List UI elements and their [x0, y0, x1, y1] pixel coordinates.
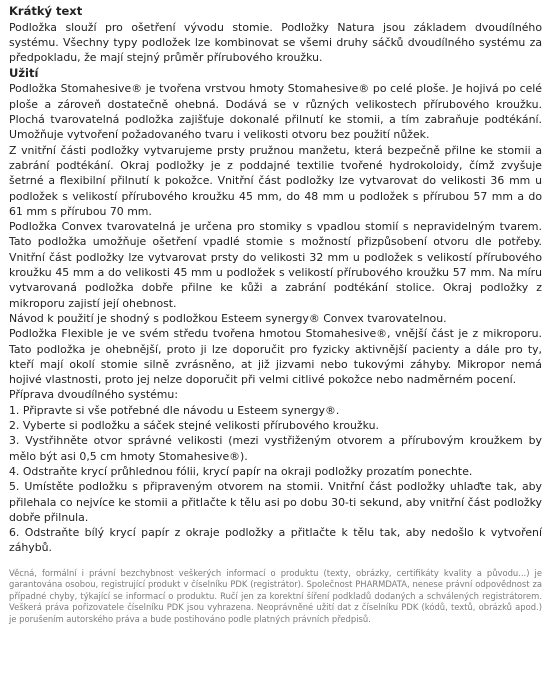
usage-heading: Užití	[9, 65, 39, 80]
preparation-heading: Příprava dvoudílného systému:	[9, 388, 178, 402]
short-text-paragraph: Podložka slouží pro ošetření vývodu stomie. Podložky Natura jsou základem dvoudílného systému. Všechny typy podložek lze kombinovat se všemi druhy sáčků dvoudílného systému za předpokladu, že mají stejný průměr přírubového kroužku.	[9, 20, 542, 65]
preparation-step-1: 1. Připravte si vše potřebné dle návodu u Esteem synergy®.	[9, 403, 340, 417]
usage-paragraph-instructions-ref: Návod k použití je shodný s podložkou Esteem synergy® Convex tvarovatelnou.	[9, 311, 447, 325]
preparation-step-3: 3. Vystřihněte otvor správné velikosti (mezi vystřiženým otvorem a přírubovým kroužkem by mělo být asi 0,5 cm hmoty Stomahesive®).	[9, 434, 542, 463]
preparation-step-6: 6. Odstraňte bílý krycí papír z okraje podložky a přitlačte k tělu tak, aby nedošlo k vytvoření záhybů.	[9, 526, 542, 555]
usage-paragraph-inner-part: Z vnitřní části podložky vytvarujeme prsty pružnou manžetu, která bezpečně přilne ke stomii a zabrání podtékání. Okraj podložky je z poddajné textilie tvořené hydrokoloidy, čímž zvyšuje šetrné a flexibilní přilnutí k pokožce. Vnitřní část podložky lze vytvarovat do velikosti 36 mm u podložek s velikostí přírubového kroužku 45 mm, do 48 mm u podložek s přírubou 57 mm a do 61 mm s přírubou 70 mm.	[9, 143, 542, 218]
usage-paragraph-stomahesive: Podložka Stomahesive® je tvořena vrstvou hmoty Stomahesive® po celé ploše. Je hojivá po celé ploše a zároveň dostatečně ohebná. Dodává se v různých velikostech přírubového kroužku. Plochá tvarovatelná podložka zajišťuje dokonalé přilnutí ke stomii, a tím zabraňuje podtékání. Umožňuje vytvoření požadovaného tvaru i velikosti otvoru bez použití nůžek.	[9, 82, 542, 142]
product-description	[9, 4, 542, 556]
preparation-step-5: 5. Umístěte podložku s připraveným otvorem na stomii. Vnitřní část podložky uhlaďte tak, aby přilehala co nejvíce ke stomii a přitlačte k tělu asi po dobu 30-ti sekund, aby vnitřní část podložky dobře přilnula.	[9, 480, 542, 524]
usage-paragraph-convex: Podložka Convex tvarovatelná je určena pro stomiky s vpadlou stomií s nepravidelným tvarem. Tato podložka umožňuje ošetření vpadlé stomie s možností přizpůsobení otvoru dle potřeby. Vnitřní část podložky lze vytvarovat prsty do velikosti 32 mm u podložek s velikostí přírubového kroužku 45 mm a do velikosti 45 mm u podložek s velikostí přírubového kroužku 57 mm. Na míru vytvarovaná podložka dobře přilne ke kůži a zabrání podtékání stolice. Okraj podložky z mikroporu zajistí její ohebnost.	[9, 220, 542, 310]
short-text-heading: Krátký text	[9, 4, 83, 18]
legal-disclaimer: Věcná, formální i právní bezchybnost veškerých informací o produktu (texty, obrázky, certifikáty kvality a původu...) je garantována osobou, registrující produkt v číselníku PDK (registrátor). Společnost PHARMDATA, nenese právní odpovědnost za případné chyby, týkající se informací o produktu. Ručí jen za korektní šíření podkladů dodaných a schválených registrátorem. Veškerá práva pořizovatele číselníku PDK jsou vyhrazena. Neoprávněné užití dat z číselníku PDK (kódů, textů, obrázků apod.) je porušením autorského práva a bude postihováno podle platných právních předpisů.	[9, 567, 542, 625]
preparation-step-2: 2. Vyberte si podložku a sáček stejné velikosti přírubového kroužku.	[9, 419, 379, 433]
usage-paragraph-flexible: Podložka Flexible je ve svém středu tvořena hmotou Stomahesive®, vnější část je z mikroporu. Tato podložka je ohebnější, proto ji lze doporučit pro fyzicky aktivnější pacienty a dále pro ty, kteří mají okolí stomie silně zvrásněno, at již jizvami nebo tukovými záhyby. Mikropor nemá hojivé vlastnosti, proto jej nelze doporučit při velmi citlivé pokožce nebo nadměrném pocení.	[9, 327, 542, 387]
preparation-step-4: 4. Odstraňte krycí průhlednou fólii, krycí papír na okraji podložky prozatím ponechte.	[9, 464, 473, 478]
